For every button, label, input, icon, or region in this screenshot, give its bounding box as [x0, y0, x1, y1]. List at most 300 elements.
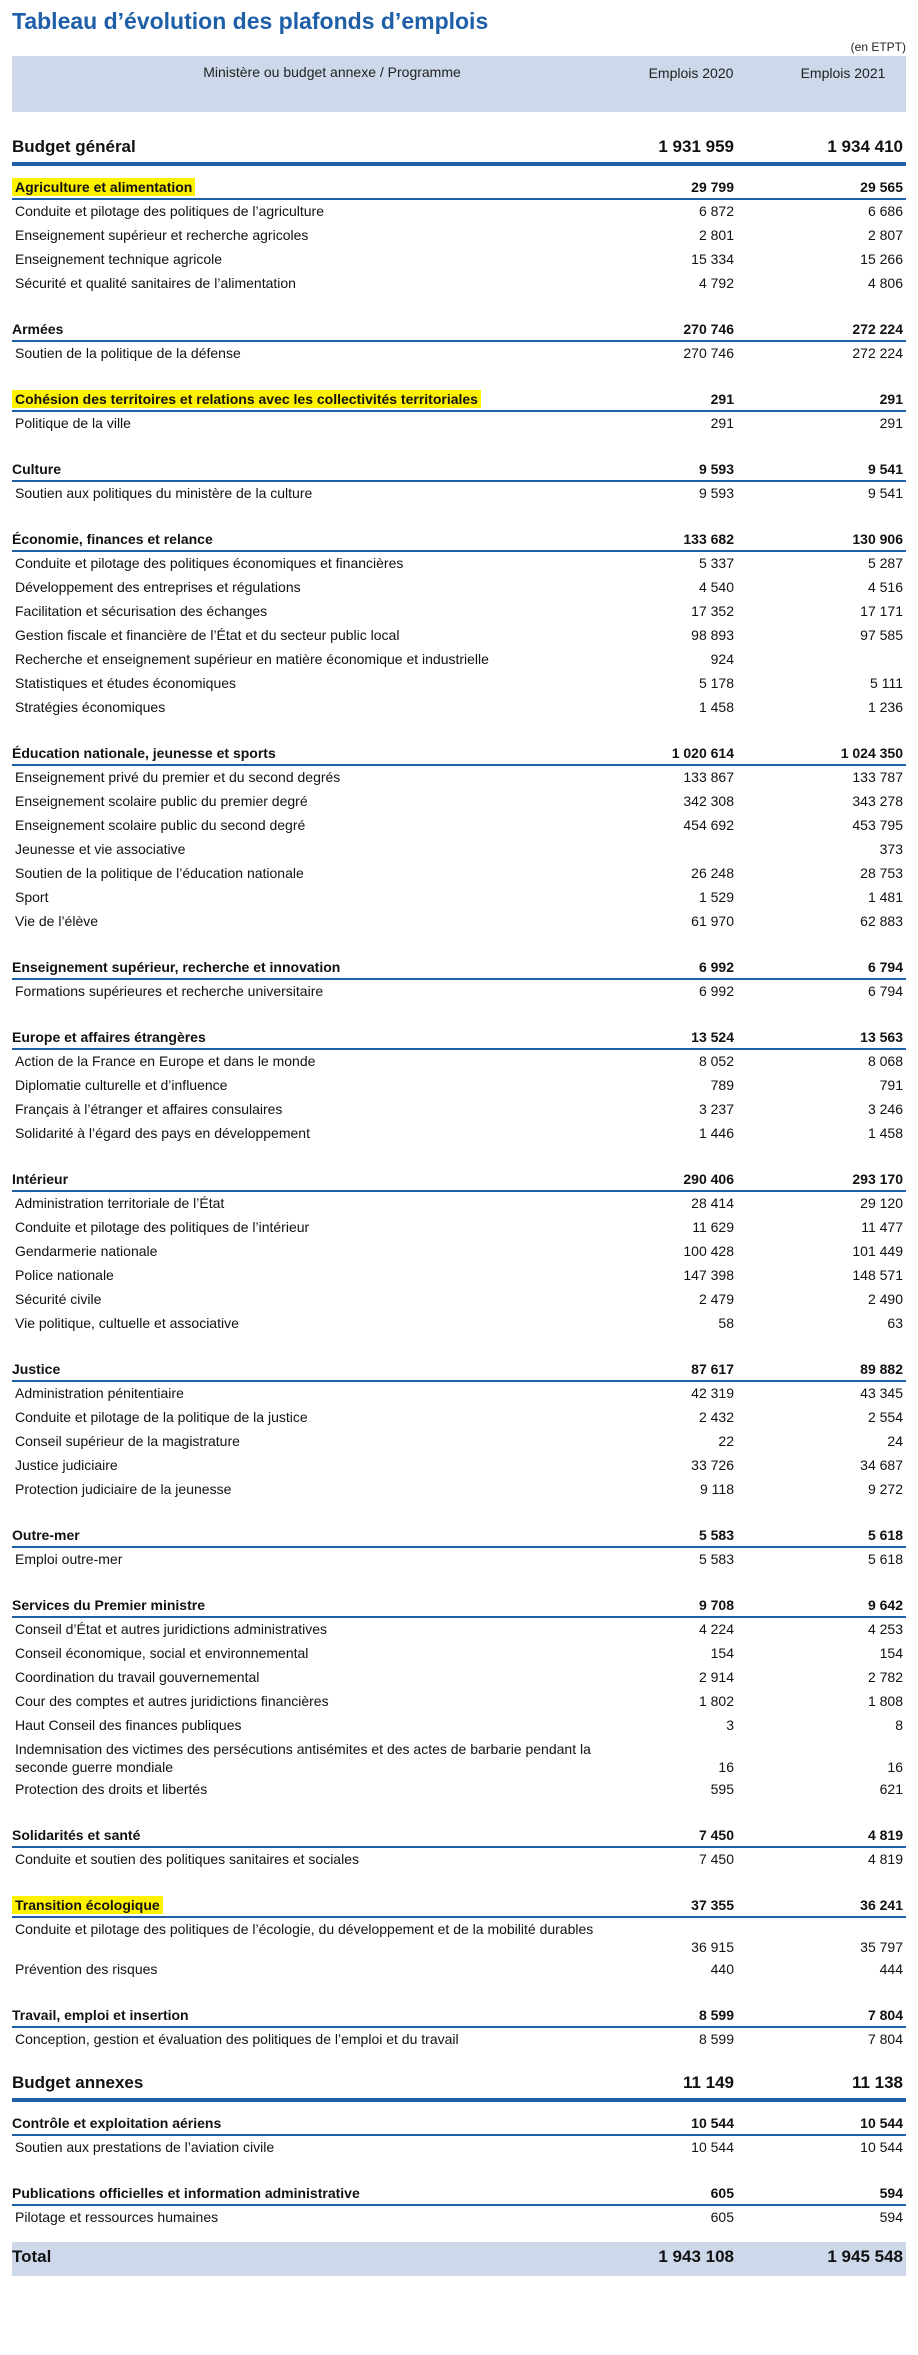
value-2020: 16 — [718, 1759, 734, 1775]
section-divider — [12, 550, 906, 552]
value-2020: 1 943 108 — [658, 2247, 734, 2266]
value-2020: 26 248 — [691, 865, 734, 881]
value-2020: 1 020 614 — [671, 745, 734, 761]
ministry-row — [12, 1170, 906, 1196]
row-label: Enseignement technique agricole — [15, 251, 223, 267]
value-2021: 13 563 — [860, 1029, 903, 1045]
value-2021: 293 170 — [852, 1171, 903, 1187]
value-2020: 3 — [726, 1717, 734, 1733]
value-2021: 17 171 — [860, 603, 903, 619]
program-row — [12, 1052, 906, 1076]
program-row — [12, 554, 906, 578]
ministry-row — [12, 320, 906, 346]
section-divider — [12, 978, 906, 980]
value-2020: 98 893 — [691, 627, 734, 643]
value-2021: 29 565 — [860, 179, 903, 195]
value-2021: 6 794 — [867, 983, 903, 999]
section-divider — [12, 410, 906, 412]
value-2021: 43 345 — [860, 1385, 903, 1401]
value-2020: 15 334 — [691, 251, 734, 267]
program-row — [12, 1620, 906, 1644]
program-row — [12, 698, 906, 722]
section-divider — [12, 340, 906, 342]
value-2021: 2 554 — [867, 1409, 903, 1425]
program-row — [12, 1850, 906, 1874]
row-label: Gendarmerie nationale — [15, 1243, 158, 1259]
value-2020: 8 599 — [698, 2031, 734, 2047]
program-row — [12, 768, 906, 792]
value-2021: 24 — [887, 1433, 903, 1449]
program-row — [12, 1780, 906, 1804]
value-2020: 1 802 — [698, 1693, 734, 1709]
program-row — [12, 982, 906, 1006]
row-label: Emploi outre-mer — [15, 1551, 123, 1567]
value-2021: 2 782 — [867, 1669, 903, 1685]
value-2020: 17 352 — [691, 603, 734, 619]
program-row — [12, 1408, 906, 1432]
value-2020: 22 — [718, 1433, 734, 1449]
value-2021: 444 — [879, 1961, 903, 1977]
value-2021: 4 819 — [867, 1851, 903, 1867]
row-label — [12, 1896, 592, 1914]
value-2020: 2 801 — [698, 227, 734, 243]
value-2020: 4 224 — [698, 1621, 734, 1637]
value-2021: 4 516 — [867, 579, 903, 595]
value-2020: 11 629 — [692, 1219, 734, 1235]
row-label: Enseignement privé du premier et du second degrés — [15, 769, 341, 785]
value-2020: 6 992 — [698, 959, 734, 975]
program-row — [12, 202, 906, 226]
value-2021: 453 795 — [852, 817, 903, 833]
value-2020: 605 — [710, 2209, 734, 2225]
value-2021: 5 618 — [867, 1551, 903, 1567]
program-row — [12, 250, 906, 274]
row-label: Armées — [12, 321, 64, 337]
value-2021: 5 111 — [870, 675, 903, 691]
program-row — [12, 1716, 906, 1740]
value-2020: 10 544 — [691, 2139, 734, 2155]
value-2020: 154 — [710, 1645, 734, 1661]
program-row — [12, 1692, 906, 1716]
program-row — [12, 1550, 906, 1574]
row-label: Culture — [12, 461, 61, 477]
value-2021: 28 753 — [860, 865, 903, 881]
value-2020: 789 — [710, 1077, 734, 1093]
program-row — [12, 674, 906, 698]
row-label: Développement des entreprises et régulations — [15, 579, 301, 595]
ministry-row — [12, 1360, 906, 1386]
ministry-row — [12, 1826, 906, 1852]
program-row — [12, 226, 906, 250]
program-row — [12, 344, 906, 368]
value-2020: 8 052 — [698, 1053, 734, 1069]
ministry-row — [12, 1596, 906, 1622]
value-2021: 89 882 — [860, 1361, 903, 1377]
value-2021: 36 241 — [860, 1897, 903, 1913]
ministry-row — [12, 530, 906, 556]
value-2021: 154 — [879, 1645, 903, 1661]
value-2020: 5 178 — [698, 675, 734, 691]
value-2021: 7 804 — [867, 2031, 903, 2047]
value-2021: 2 807 — [867, 227, 903, 243]
value-2020: 1 529 — [698, 889, 734, 905]
value-2020: 440 — [710, 1961, 734, 1977]
value-2021: 1 934 410 — [827, 137, 903, 156]
value-2020: 290 406 — [683, 1171, 734, 1187]
value-2020: 6 872 — [698, 203, 734, 219]
value-2020: 58 — [718, 1315, 734, 1331]
program-row — [12, 484, 906, 508]
value-2021: 1 458 — [867, 1125, 903, 1141]
program-row — [12, 1194, 906, 1218]
value-2021: 133 787 — [852, 769, 903, 785]
value-2021: 5 618 — [867, 1527, 903, 1543]
section-divider — [12, 480, 906, 482]
value-2021: 63 — [887, 1315, 903, 1331]
row-label: Enseignement supérieur, recherche et innovation — [12, 959, 341, 975]
value-2021: 4 806 — [867, 275, 903, 291]
value-2021: 291 — [879, 391, 903, 407]
row-label: Administration territoriale de l’État — [15, 1195, 225, 1211]
value-2021: 9 541 — [867, 485, 903, 501]
section-divider — [12, 1546, 906, 1548]
value-2021: 291 — [879, 415, 903, 431]
program-row — [12, 626, 906, 650]
value-2021: 8 068 — [867, 1053, 903, 1069]
section-divider — [12, 1380, 906, 1382]
row-label: Publications officielles et information administrative — [12, 2185, 360, 2201]
value-2020: 10 544 — [691, 2115, 734, 2131]
ministry-row — [12, 2006, 906, 2032]
value-2020: 42 319 — [691, 1385, 734, 1401]
row-label: Conduite et soutien des politiques sanitaires et sociales — [15, 1851, 359, 1867]
row-label: Protection des droits et libertés — [15, 1781, 208, 1797]
row-label: Contrôle et exploitation aériens — [12, 2115, 222, 2131]
value-2021: 10 544 — [860, 2139, 903, 2155]
program-row — [12, 414, 906, 438]
value-2021: 594 — [879, 2209, 903, 2225]
row-label: Justice — [12, 1361, 61, 1377]
row-label: Total — [12, 2247, 52, 2266]
value-2021: 272 224 — [852, 345, 903, 361]
program-row — [12, 1314, 906, 1338]
row-label: Enseignement supérieur et recherche agricoles — [15, 227, 309, 243]
value-2021: 791 — [879, 1077, 903, 1093]
ministry-row — [12, 1896, 906, 1922]
value-2020: 7 450 — [698, 1827, 734, 1843]
value-2021: 101 449 — [852, 1243, 903, 1259]
row-label: Recherche et enseignement supérieur en matière économique et industrielle — [15, 651, 489, 667]
value-2021: 9 541 — [867, 461, 903, 477]
value-2020: 9 593 — [698, 461, 734, 477]
program-row — [12, 1076, 906, 1100]
program-row — [12, 816, 906, 840]
row-label: Administration pénitentiaire — [15, 1385, 184, 1401]
section-divider — [12, 2026, 906, 2028]
row-label: Prévention des risques — [15, 1961, 158, 1977]
ministry-row — [12, 1028, 906, 1054]
program-row — [12, 1480, 906, 1504]
value-2020: 8 599 — [698, 2007, 734, 2023]
row-label — [12, 178, 592, 196]
row-label: Soutien aux politiques du ministère de la culture — [15, 485, 313, 501]
value-2021: 15 266 — [860, 251, 903, 267]
header-col-2021: Emplois 2021 — [800, 65, 886, 81]
value-2020: 291 — [710, 415, 734, 431]
row-label: Cour des comptes et autres juridictions financières — [15, 1693, 329, 1709]
program-row — [12, 602, 906, 626]
page-title: Tableau d’évolution des plafonds d’emplois — [12, 8, 489, 34]
value-2021: 272 224 — [852, 321, 903, 337]
value-2021: 343 278 — [852, 793, 903, 809]
value-2020: 36 915 — [691, 1939, 734, 1955]
value-2021: 1 481 — [867, 889, 903, 905]
value-2021: 9 642 — [867, 1597, 903, 1613]
header-ministry: Ministère ou budget annexe / Programme — [203, 64, 461, 80]
ministry-row — [12, 744, 906, 770]
value-2020: 595 — [710, 1781, 734, 1797]
row-label: Budget général — [12, 137, 136, 156]
program-row — [12, 1432, 906, 1456]
row-label: Éducation nationale, jeunesse et sports — [12, 745, 276, 761]
value-2021: 6 686 — [867, 203, 903, 219]
value-2021: 1 024 350 — [840, 745, 903, 761]
row-label: Stratégies économiques — [15, 699, 166, 715]
row-label: Statistiques et études économiques — [15, 675, 237, 691]
value-2021: 1 236 — [867, 699, 903, 715]
section-divider — [12, 162, 906, 166]
section-divider — [12, 2098, 906, 2102]
value-2021: 3 246 — [867, 1101, 903, 1117]
section-divider — [12, 1616, 906, 1618]
section-divider — [12, 1846, 906, 1848]
row-label: Conduite et pilotage de la politique de la justice — [15, 1409, 308, 1425]
program-row — [12, 2030, 906, 2054]
row-label: Conduite et pilotage des politiques de l’intérieur — [15, 1219, 310, 1235]
row-label: Services du Premier ministre — [12, 1597, 205, 1613]
value-2020: 29 799 — [691, 179, 734, 195]
highlighted-label: Transition écologique — [12, 1896, 163, 1914]
row-label: Budget annexes — [12, 2073, 144, 2092]
program-row — [12, 1920, 906, 1960]
row-label: Jeunesse et vie associative — [15, 841, 186, 857]
value-2021: 5 287 — [867, 555, 903, 571]
program-row — [12, 912, 906, 936]
value-2021: 8 — [895, 1717, 903, 1733]
program-row — [12, 1100, 906, 1124]
row-label: Vie de l’élève — [15, 913, 99, 929]
value-2020: 270 746 — [683, 345, 734, 361]
ministry-row — [12, 460, 906, 486]
row-label: Police nationale — [15, 1267, 114, 1283]
value-2021: 1 808 — [867, 1693, 903, 1709]
value-2021: 35 797 — [860, 1939, 903, 1955]
value-2020: 270 746 — [683, 321, 734, 337]
row-label: Soutien aux prestations de l’aviation civile — [15, 2139, 275, 2155]
program-row — [12, 864, 906, 888]
value-2020: 924 — [710, 651, 734, 667]
value-2021: 10 544 — [860, 2115, 903, 2131]
value-2020: 9 118 — [700, 1481, 734, 1497]
row-label: Sécurité civile — [15, 1291, 102, 1307]
value-2021: 621 — [879, 1781, 903, 1797]
value-2020: 6 992 — [698, 983, 734, 999]
row-label: Sécurité et qualité sanitaires de l’alimentation — [15, 275, 296, 291]
total-row — [12, 2248, 906, 2274]
row-label: Conduite et pilotage des politiques de l’agriculture — [15, 203, 324, 219]
row-label — [12, 390, 592, 408]
row-label: Économie, finances et relance — [12, 531, 213, 547]
value-2020: 61 970 — [691, 913, 734, 929]
value-2020: 2 432 — [698, 1409, 734, 1425]
row-label: Justice judiciaire — [15, 1457, 118, 1473]
value-2020: 454 692 — [683, 817, 734, 833]
value-2021: 16 — [887, 1759, 903, 1775]
row-label: Indemnisation des victimes des persécutions antisémites et des actes de barbarie pendant la seconde guerre mondiale — [15, 1741, 591, 1775]
value-2020: 1 458 — [698, 699, 734, 715]
program-row — [12, 274, 906, 298]
value-2020: 5 337 — [698, 555, 734, 571]
program-row — [12, 1266, 906, 1290]
value-2020: 3 237 — [698, 1101, 734, 1117]
row-label: Vie politique, cultuelle et associative — [15, 1315, 239, 1331]
value-2020: 605 — [710, 2185, 734, 2201]
header-col-2020: Emplois 2020 — [648, 65, 734, 81]
value-2021: 1 945 548 — [827, 2247, 903, 2266]
row-label: Formations supérieures et recherche universitaire — [15, 983, 324, 999]
program-row — [12, 1384, 906, 1408]
row-label: Politique de la ville — [15, 415, 131, 431]
program-row — [12, 1668, 906, 1692]
value-2021: 373 — [879, 841, 903, 857]
value-2020: 2 914 — [698, 1669, 734, 1685]
value-2021: 6 794 — [867, 959, 903, 975]
value-2020: 133 682 — [683, 531, 734, 547]
value-2021: 4 819 — [867, 1827, 903, 1843]
row-label: Diplomatie culturelle et d’influence — [15, 1077, 228, 1093]
section-divider — [12, 198, 906, 200]
row-label: Sport — [15, 889, 49, 905]
program-row — [12, 1456, 906, 1480]
program-row — [12, 2208, 906, 2232]
highlighted-label: Cohésion des territoires et relations avec les collectivités territoriales — [12, 390, 481, 408]
value-2021: 11 138 — [851, 2073, 903, 2092]
section-divider — [12, 2204, 906, 2206]
value-2020: 13 524 — [691, 1029, 734, 1045]
value-2020: 5 583 — [698, 1527, 734, 1543]
section-divider — [12, 764, 906, 766]
table-header — [12, 56, 906, 112]
program-row — [12, 1242, 906, 1266]
value-2021: 11 477 — [861, 1219, 903, 1235]
value-2021: 62 883 — [860, 913, 903, 929]
value-2020: 33 726 — [691, 1457, 734, 1473]
value-2021: 34 687 — [860, 1457, 903, 1473]
value-2021: 4 253 — [867, 1621, 903, 1637]
row-label: Conduite et pilotage des politiques de l’écologie, du développement et de la mobilité durables — [15, 1921, 594, 1937]
row-label: Français à l’étranger et affaires consulaires — [15, 1101, 283, 1117]
row-label: Soutien de la politique de la défense — [15, 345, 241, 361]
ministry-row — [12, 958, 906, 984]
row-label: Facilitation et sécurisation des échanges — [15, 603, 268, 619]
value-2020: 133 867 — [683, 769, 734, 785]
program-row — [12, 2138, 906, 2162]
row-label: Conception, gestion et évaluation des politiques de l’emploi et du travail — [15, 2031, 459, 2047]
program-row — [12, 888, 906, 912]
ministry-row — [12, 390, 906, 416]
row-label: Haut Conseil des finances publiques — [15, 1717, 242, 1733]
row-label: Action de la France en Europe et dans le monde — [15, 1053, 316, 1069]
program-row — [12, 1124, 906, 1148]
row-label: Conseil supérieur de la magistrature — [15, 1433, 240, 1449]
row-label: Enseignement scolaire public du second degré — [15, 817, 306, 833]
value-2020: 1 446 — [698, 1125, 734, 1141]
row-label: Conseil économique, social et environnemental — [15, 1645, 309, 1661]
value-2020: 37 355 — [691, 1897, 734, 1913]
row-label: Conseil d’État et autres juridictions administratives — [15, 1621, 328, 1637]
ministry-row — [12, 1526, 906, 1552]
row-label: Outre-mer — [12, 1527, 80, 1543]
row-label: Travail, emploi et insertion — [12, 2007, 189, 2023]
value-2020: 9 593 — [698, 485, 734, 501]
value-2021: 2 490 — [867, 1291, 903, 1307]
program-row — [12, 840, 906, 864]
value-2020: 28 414 — [691, 1195, 734, 1211]
row-label: Gestion fiscale et financière de l’État et du secteur public local — [15, 627, 400, 643]
value-2020: 1 931 959 — [658, 137, 734, 156]
unit-note: (en ETPT) — [850, 40, 906, 54]
value-2020: 4 792 — [698, 275, 734, 291]
value-2021: 97 585 — [860, 627, 903, 643]
value-2020: 100 428 — [683, 1243, 734, 1259]
section-divider — [12, 1048, 906, 1050]
value-2020: 5 583 — [698, 1551, 734, 1567]
value-2020: 147 398 — [683, 1267, 734, 1283]
value-2021: 9 272 — [867, 1481, 903, 1497]
row-label: Coordination du travail gouvernemental — [15, 1669, 260, 1685]
row-label: Solidarités et santé — [12, 1827, 141, 1843]
program-row — [12, 1644, 906, 1668]
value-2020: 87 617 — [691, 1361, 734, 1377]
value-2020: 2 479 — [698, 1291, 734, 1307]
program-row — [12, 1960, 906, 1984]
value-2020: 4 540 — [698, 579, 734, 595]
row-label: Intérieur — [12, 1171, 69, 1187]
value-2021: 130 906 — [852, 531, 903, 547]
program-row — [12, 578, 906, 602]
ministry-row — [12, 2184, 906, 2210]
value-2020: 9 708 — [698, 1597, 734, 1613]
section-divider — [12, 1190, 906, 1192]
value-2020: 7 450 — [698, 1851, 734, 1867]
program-row — [12, 1218, 906, 1242]
row-label: Pilotage et ressources humaines — [15, 2209, 219, 2225]
program-row — [12, 792, 906, 816]
row-label: Solidarité à l’égard des pays en développement — [15, 1125, 310, 1141]
ministry-row — [12, 178, 906, 204]
value-2020: 11 149 — [682, 2073, 734, 2092]
program-row — [12, 1740, 906, 1780]
row-label: Enseignement scolaire public du premier degré — [15, 793, 308, 809]
row-label: Conduite et pilotage des politiques économiques et financières — [15, 555, 404, 571]
value-2020: 291 — [710, 391, 734, 407]
row-label: Protection judiciaire de la jeunesse — [15, 1481, 232, 1497]
section-divider — [12, 2134, 906, 2136]
program-row — [12, 1290, 906, 1314]
value-2021: 594 — [879, 2185, 903, 2201]
row-label: Soutien de la politique de l’éducation nationale — [15, 865, 304, 881]
value-2021: 148 571 — [852, 1267, 903, 1283]
